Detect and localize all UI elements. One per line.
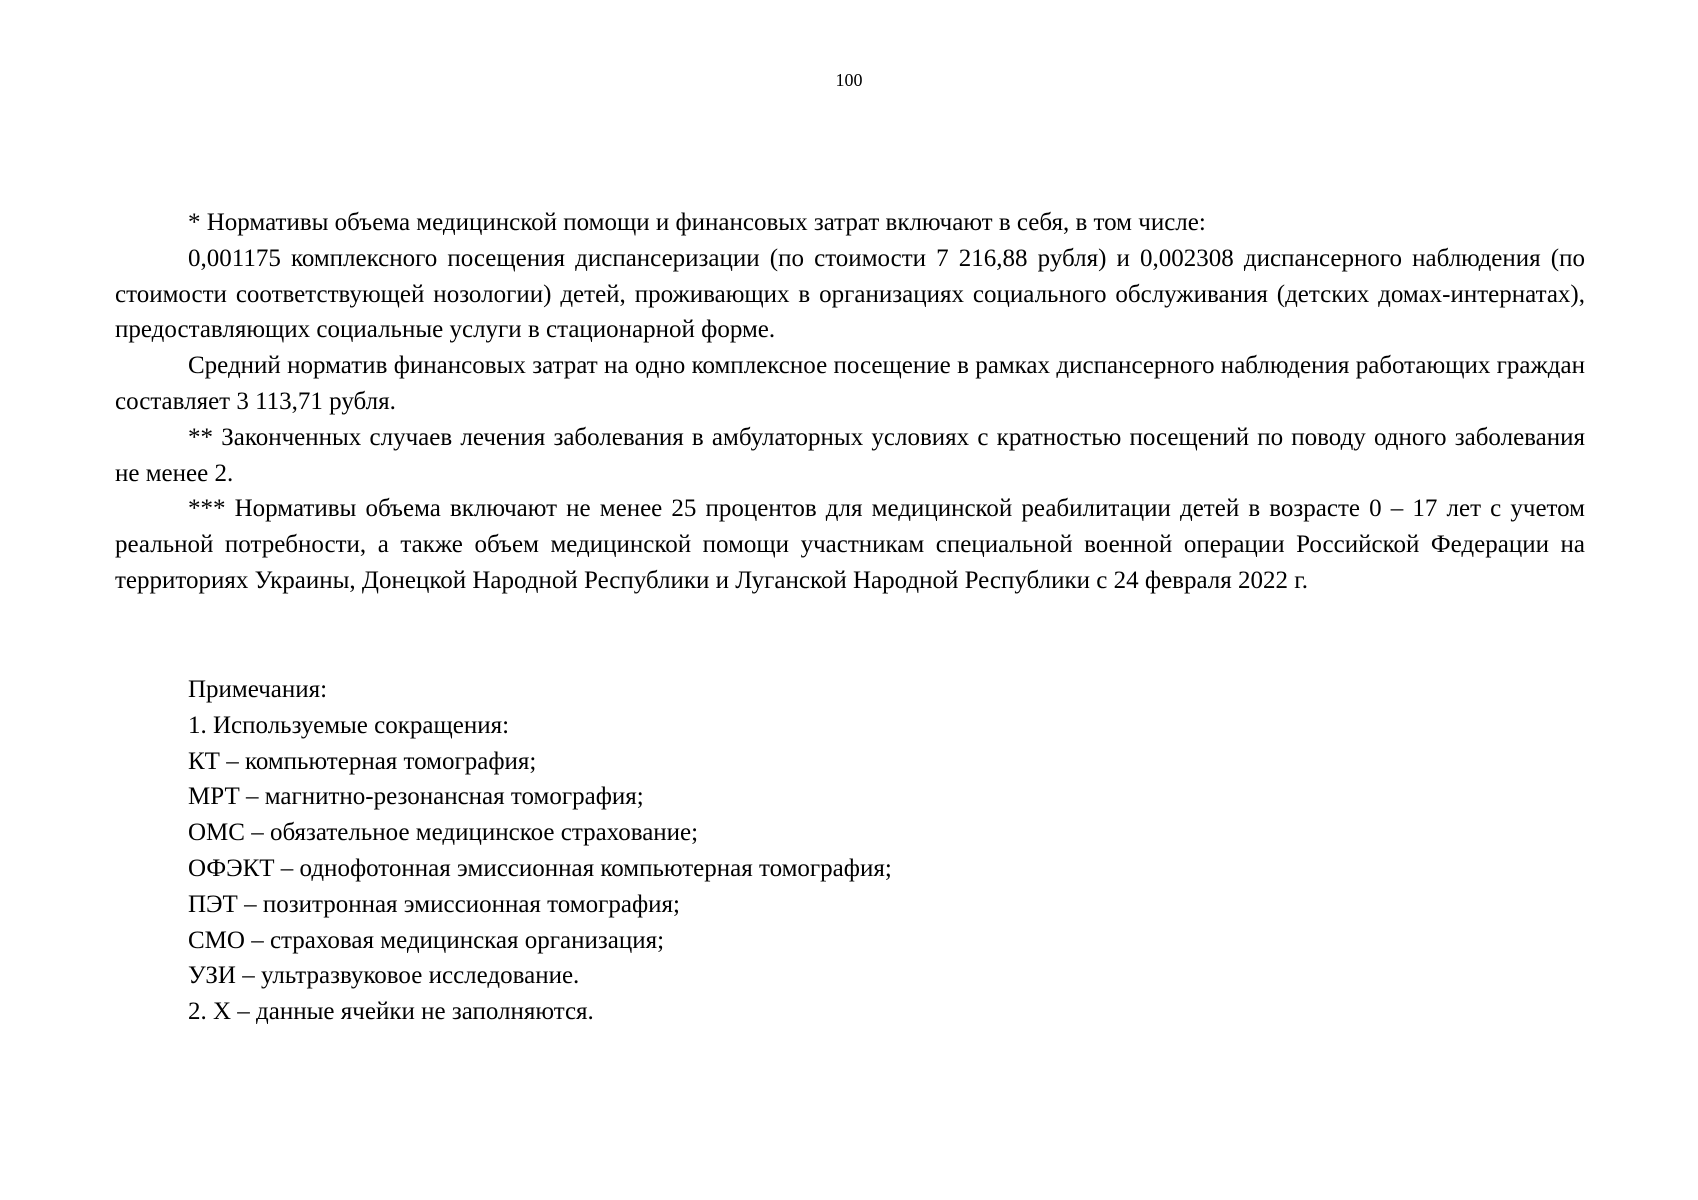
page-number: 100 [835,70,863,90]
footnotes-section [115,205,1585,599]
abbreviation-item: ОФЭКТ – однофотонная эмиссионная компьютерная томография; [188,854,892,882]
footnote-double-asterisk: ** Законченных случаев лечения заболевания в амбулаторных условиях с кратностью посещений по поводу одного заболевания не менее 2. [115,423,1585,487]
abbreviation-item: МРТ – магнитно-резонансная томография; [188,783,644,811]
abbreviation-item: СМО – страховая медицинская организация; [188,926,665,954]
footnote-triple-asterisk: *** Нормативы объема включают не менее 25 процентов для медицинской реабилитации детей в возрасте 0 – 17 лет с учетом реальной потребности, а также объем медицинской помощи участникам специальной военной операции Российской Федерации на территориях Украины, Донецкой Народной Республики и Луганской Народной Республики с 24 февраля 2022 г. [115,495,1585,594]
notes-section [188,672,1488,1030]
notes-item-abbreviations: 1. Используемые сокращения: [188,711,510,739]
abbreviation-item: УЗИ – ультразвуковое исследование. [188,962,580,990]
notes-heading: Примечания: [188,676,328,703]
notes-item-empty-cells: 2. Х – данные ячейки не заполняются. [188,998,594,1026]
footnote-single-asterisk: * Нормативы объема медицинской помощи и финансовых затрат включают в себя, в том числе: [188,209,1206,236]
abbreviation-item: ПЭТ – позитронная эмиссионная томография; [188,890,680,918]
abbreviation-item: КТ – компьютерная томография; [188,747,537,775]
abbreviation-item: ОМС – обязательное медицинское страхование; [188,819,699,847]
footnote-dispensary-paragraph: 0,001175 комплексного посещения диспансеризации (по стоимости 7 216,88 рубля) и 0,002308 диспансерного наблюдения (по стоимости соответствующей нозологии) детей, проживающих в организациях социального обслуживания (детских домах-интернатах), предоставляющих социальные услуги в стационарной форме. [115,244,1585,344]
footnote-average-standard-paragraph: Средний норматив финансовых затрат на одно комплексное посещение в рамках диспансерного наблюдения работающих граждан составляет 3 113,71 рубля. [115,352,1585,415]
